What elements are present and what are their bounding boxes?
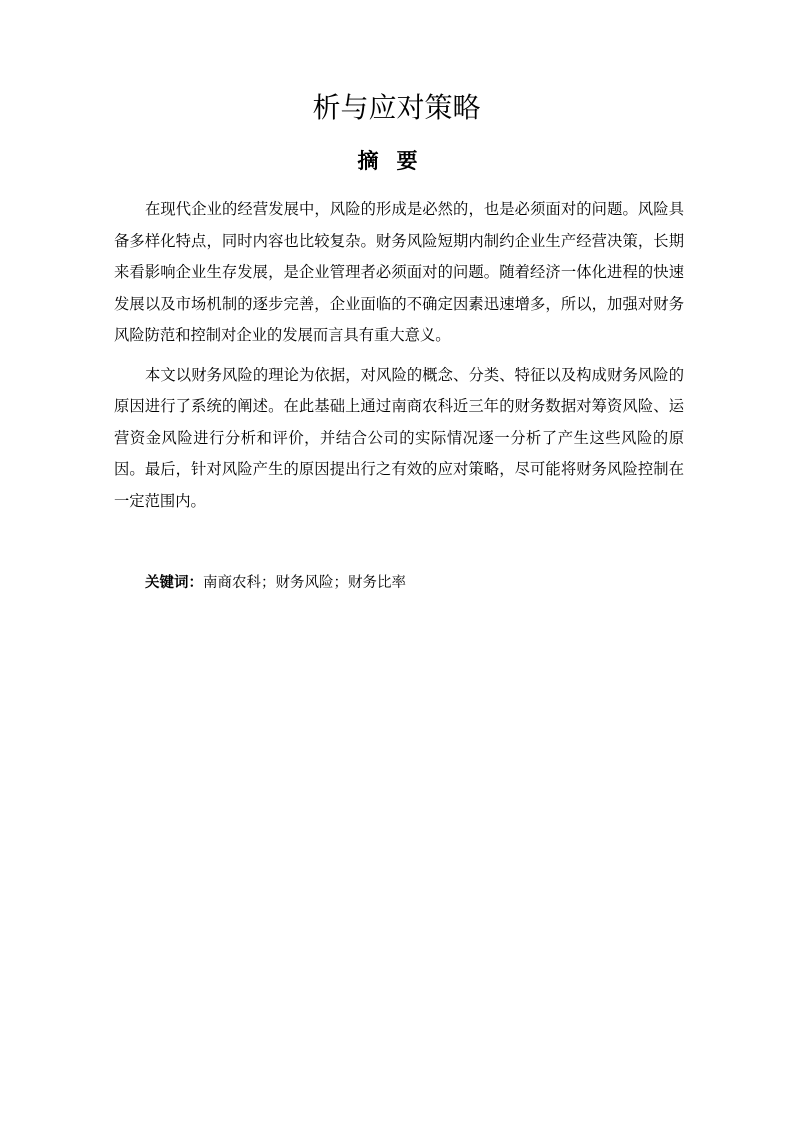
abstract-paragraph-1: 在现代企业的经营发展中，风险的形成是必然的，也是必须面对的问题。风险具备多样化特点，同时内容也比较复杂。财务风险短期内制约企业生产经营决策，长期来看影响企业生存发展，是企业管理者必须面对的问题。随着经济一体化进程的快速发展以及市场机制的逐步完善，企业面临的不确定因素迅速增多，所以，加强对财务风险防范和控制对企业的发展而言具有重大意义。 — [114, 200, 684, 344]
keywords-label: 关键词： — [145, 575, 203, 591]
abstract-paragraph-2: 本文以财务风险的理论为依据，对风险的概念、分类、特征以及构成财务风险的原因进行了系统的阐述。在此基础上通过南商农科近三年的财务数据对筹资风险、运营资金风险进行分析和评价，并结合公司的实际情况逐一分析了产生这些风险的原因。最后，针对风险产生的原因提出行之有效的应对策略，尽可能将财务风险控制在一定范围内。 — [114, 365, 684, 510]
keywords-line — [145, 569, 406, 597]
abstract-body — [114, 194, 684, 525]
abstract-heading: 摘要 — [357, 149, 436, 173]
document-title: 析与应对策略 — [312, 91, 481, 124]
keywords-value: 南商农科；财务风险；财务比率 — [203, 575, 406, 591]
